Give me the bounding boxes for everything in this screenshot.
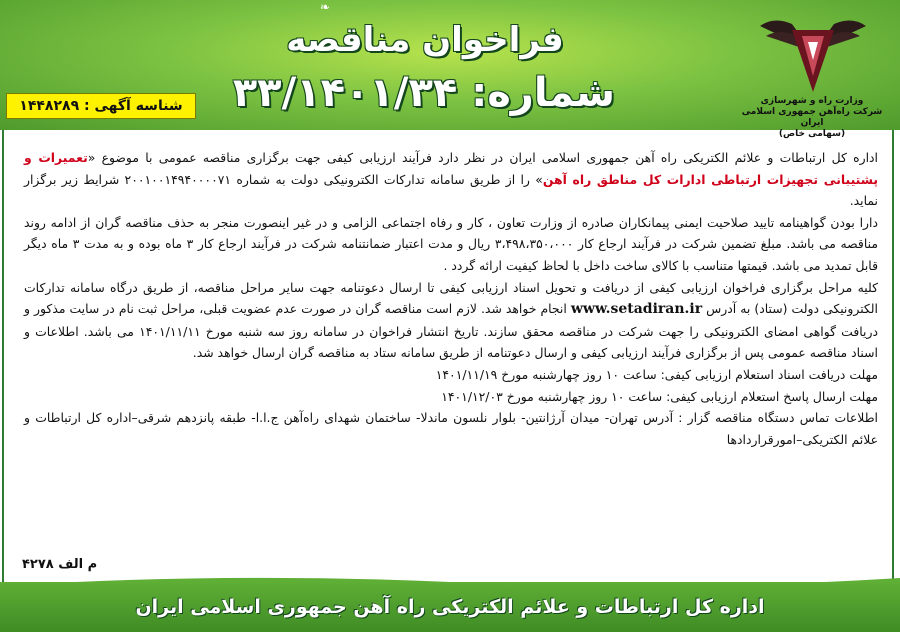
railway-logo-icon — [752, 16, 874, 96]
paragraph-intro — [24, 147, 878, 212]
footer-organization: اداره کل ارتباطات و علائم الکتریکی راه آهن جمهوری اسلامی ایران — [135, 596, 765, 618]
paragraph-requirements: دارا بودن گواهینامه تایید صلاحیت ایمنی پیمانکاران صادره از وزارت تعاون ، کار و رفاه اجتماعی الزامی و در غیر اینصورت منجر به حذف مناقصه گران از ادامه روند مناقصه می باشد. مبلغ تضمین شرکت در فرآیند ارجاع کار ۳،۴۹۸،۳۵۰،۰۰۰ ریال و مدت اعتبار ضمانتنامه شرکت در فرآیند ارجاع کار ۳ ماه بوده و به مدت ۳ ماه دیگر قابل تمدید می باشد. قیمتها متناسب با کالای ساخت داخل با لحاظ کیفیت ارائه گردد . — [24, 214, 878, 273]
deadline-submit: مهلت ارسال پاسخ استعلام ارزیابی کیفی: ساعت ۱۰ روز چهارشنبه مورخ ۱۴۰۱/۱۲/۰۳ — [441, 388, 878, 404]
title-block — [232, 18, 615, 120]
decorative-mark-icon: ❧ — [319, 0, 331, 14]
footer-banner — [0, 582, 900, 632]
contact-info: اطلاعات تماس دستگاه مناقصه گزار : آدرس تهران- میدان آرژانتین- بلوار نلسون ماندلا- ساختمان شهدای راه‌آهن ج.ا.ا- طبقه پانزدهم شرقی–اداره کل ارتباطات و علائم الکتریکی–امورقراردادها — [24, 410, 878, 447]
deadline-receive: مهلت دریافت اسناد استعلام ارزیابی کیفی: ساعت ۱۰ روز چهارشنبه مورخ ۱۴۰۱/۱۱/۱۹ — [435, 366, 878, 382]
org-line-3: (سهامی خاص) — [778, 129, 846, 139]
procedure-text-b: انجام خواهد شد. لازم است مناقصه گران در صورت عدم عضویت قبلی، مراحل ثبت نام در سایت مذکور و دریافت گواهی امضای الکترونیکی را جهت شرکت در مناقصه محقق سازند. تاریخ انتشار فراخوان در سامانه روز سه شنبه مورخ ۱۴۰۱/۱۱/۱۱ می باشد. اطلاعات و اسناد مناقصه عمومی پس از برگزاری فرآیند ارزیابی کیفی و ارسال دعوتنامه از طریق سامانه ستاد به مناقصه گران ارسال خواهد شد. — [24, 301, 878, 361]
intro-text-a: اداره کل ارتباطات و علائم الکتریکی راه آهن جمهوری اسلامی ایران در نظر دارد فرآیند ارزیابی کیفی جهت برگزاری مناقصه عمومی با موضوع « — [87, 150, 878, 165]
procedure-text-a: کلیه مراحل برگزاری فراخوان ارزیابی کیفی از دریافت و تحویل اسناد ارزیابی کیفی تا ارسال دعوتنامه جهت سایر مراحل مناقصه، از طریق درگاه سامانه تدارکات الکترونیکی دولت (ستاد) به آدرس — [24, 279, 878, 317]
intro-text-b: » را از طریق سامانه تدارکات الکترونیکی دولت به شماره ۲۰۰۱۰۰۱۴۹۴۰۰۰۰۷۱ شرایط زیر برگزار نماید. — [24, 171, 878, 209]
org-line-2: شرکت راه‌آهن جمهوری اسلامی ایران — [741, 107, 883, 128]
tender-subject: تعمیرات و پشتیبانی تجهیزات ارتباطی ادارات کل مناطق راه آهن — [24, 150, 878, 187]
organization-name — [732, 96, 892, 140]
announcement-body — [24, 147, 878, 450]
paragraph-procedure — [24, 277, 878, 364]
website-link[interactable]: www.setadiran.ir — [570, 301, 703, 318]
org-line-1: وزارت راه و شهرسازی — [760, 96, 864, 106]
ad-id-badge: شناسه آگهی : ۱۴۴۸۲۸۹ — [6, 93, 196, 119]
publication-code: م الف ۴۲۷۸ — [22, 557, 98, 572]
tender-number: شماره: ۳۳/۱۴۰۱/۳۴ — [232, 70, 615, 116]
page-title: فراخوان مناقصه — [286, 20, 564, 60]
